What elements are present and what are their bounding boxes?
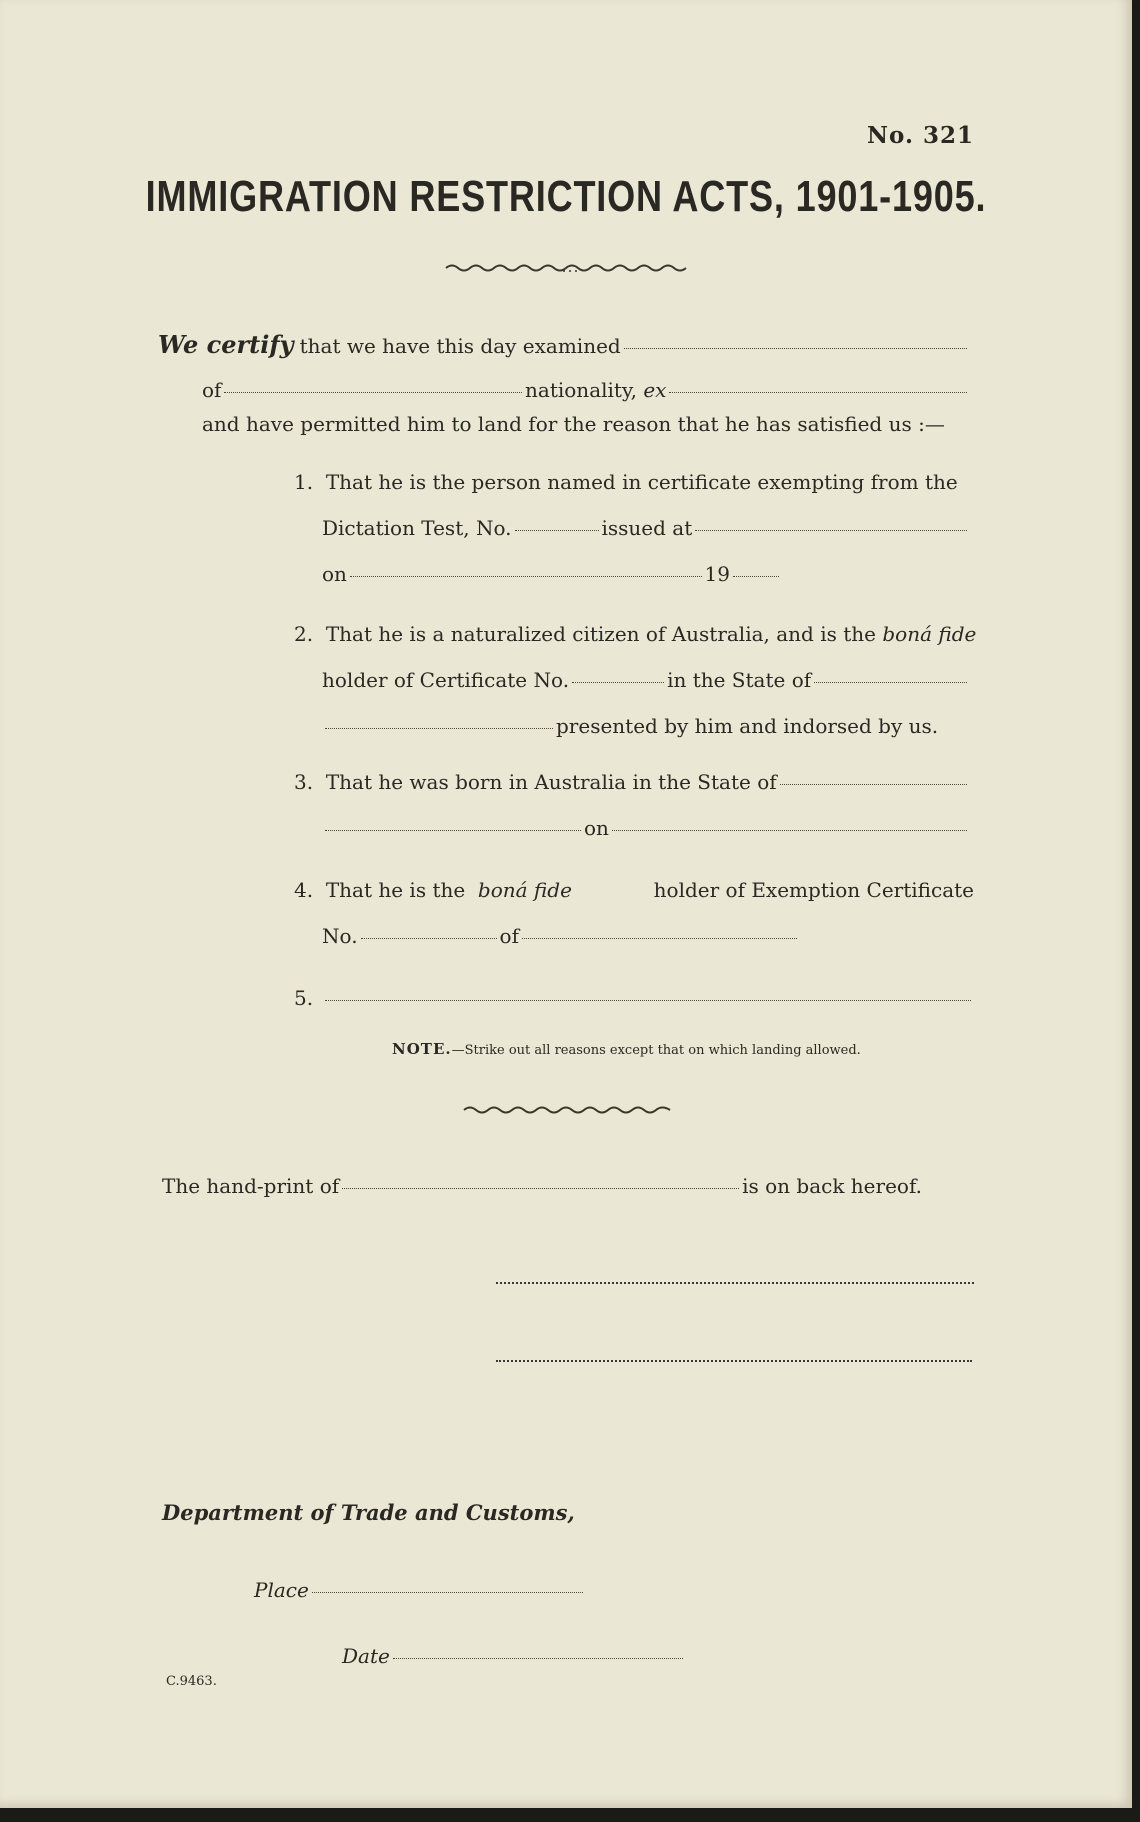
reason-3-number: 3. xyxy=(294,770,314,794)
of-place-field[interactable] xyxy=(224,392,522,393)
presented-label: presented by him and indorsed by us. xyxy=(556,714,939,738)
reason-1-year-label: 19 xyxy=(704,562,730,586)
place-label: Place xyxy=(254,1578,309,1602)
form-number: C.9463. xyxy=(166,1674,217,1689)
preamble-line-examined xyxy=(158,330,970,359)
holder-certificate-label: holder of Certificate No. xyxy=(322,668,570,692)
reason-2-line-3 xyxy=(322,714,938,738)
page-title: IMMIGRATION RESTRICTION ACTS, 1901-1905. xyxy=(145,172,987,221)
reason-1-date-field[interactable] xyxy=(350,576,702,577)
reason-2-text: That he is a naturalized citizen of Australia, and is the xyxy=(325,622,876,646)
signature-line-2[interactable] xyxy=(496,1360,972,1362)
dictation-test-number-field[interactable] xyxy=(515,530,599,531)
place-field[interactable] xyxy=(312,1592,583,1593)
reason-1-year-field[interactable] xyxy=(733,576,779,577)
certify-heading: We certify xyxy=(158,330,294,359)
reason-5-line xyxy=(294,986,974,1010)
preamble-line-nationality xyxy=(202,378,970,402)
department-name: Department of Trade and Customs, xyxy=(162,1500,575,1525)
date-line xyxy=(342,1644,686,1668)
issued-at-label: issued at xyxy=(601,516,693,540)
issued-at-field[interactable] xyxy=(695,530,967,531)
reason-4-of-label: of xyxy=(499,924,519,948)
reason-3-line-1 xyxy=(294,770,970,794)
reason-2-number: 2. xyxy=(294,622,314,646)
note-label: NOTE. xyxy=(392,1040,452,1058)
exemption-of-field[interactable] xyxy=(522,938,797,939)
reason-4-text-a: That he is the xyxy=(325,878,466,902)
reason-2-line-1 xyxy=(294,622,976,646)
reason-4-line-1 xyxy=(294,878,974,902)
examined-name-field[interactable] xyxy=(624,348,967,349)
nationality-label: nationality, xyxy=(525,378,637,402)
dictation-test-label: Dictation Test, No. xyxy=(322,516,512,540)
handprint-suffix: is on back hereof. xyxy=(742,1174,922,1198)
date-field[interactable] xyxy=(393,1658,683,1659)
handprint-line xyxy=(162,1174,922,1198)
certificate-serial-number: No. 321 xyxy=(867,122,974,149)
reason-5-number: 5. xyxy=(294,986,314,1010)
reason-4-bona-fide: boná fide xyxy=(477,878,572,902)
state-of-label: in the State of xyxy=(667,668,812,692)
reason-1-text: That he is the person named in certificate exempting from the xyxy=(325,470,958,494)
ex-label: ex xyxy=(643,378,667,402)
certificate-number-field[interactable] xyxy=(572,682,664,683)
note-flourish-icon xyxy=(464,1104,666,1114)
reason-1-line-2 xyxy=(322,516,970,540)
birth-date-field[interactable] xyxy=(612,830,967,831)
signature-line-1[interactable] xyxy=(496,1282,974,1284)
reason-1-number: 1. xyxy=(294,470,314,494)
reason-4-no-label: No. xyxy=(322,924,358,948)
ex-vessel-field[interactable] xyxy=(669,392,967,393)
title-flourish-icon xyxy=(446,262,694,272)
note-body: —Strike out all reasons except that on which landing allowed. xyxy=(451,1043,861,1058)
reason-2-bona-fide: boná fide xyxy=(882,622,977,646)
date-label: Date xyxy=(342,1644,390,1668)
reason-4-line-2 xyxy=(322,924,800,948)
reason-4-text-b: holder of Exemption Certificate xyxy=(653,878,974,902)
reason-5-field[interactable] xyxy=(325,1000,971,1001)
reason-1-line-3 xyxy=(322,562,782,586)
of-label: of xyxy=(202,378,222,402)
reason-3-line-2 xyxy=(322,816,970,840)
reason-3-on-label: on xyxy=(584,816,609,840)
birth-place-field[interactable] xyxy=(325,830,581,831)
exemption-number-field[interactable] xyxy=(361,938,497,939)
reason-4-number: 4. xyxy=(294,878,314,902)
handprint-name-field[interactable] xyxy=(342,1188,739,1189)
examined-label: that we have this day examined xyxy=(299,334,621,358)
reason-1-on-label: on xyxy=(322,562,347,586)
place-line xyxy=(254,1578,586,1602)
presented-field[interactable] xyxy=(325,728,553,729)
state-field[interactable] xyxy=(814,682,967,683)
note-text xyxy=(392,1040,861,1058)
reason-2-line-2 xyxy=(322,668,970,692)
birth-state-field[interactable] xyxy=(780,784,967,785)
reason-1-line-1 xyxy=(294,470,958,494)
handprint-label: The hand-print of xyxy=(162,1174,340,1198)
reason-3-text: That he was born in Australia in the State of xyxy=(325,770,777,794)
preamble-line-permitted: and have permitted him to land for the reason that he has satisfied us :— xyxy=(202,412,945,436)
